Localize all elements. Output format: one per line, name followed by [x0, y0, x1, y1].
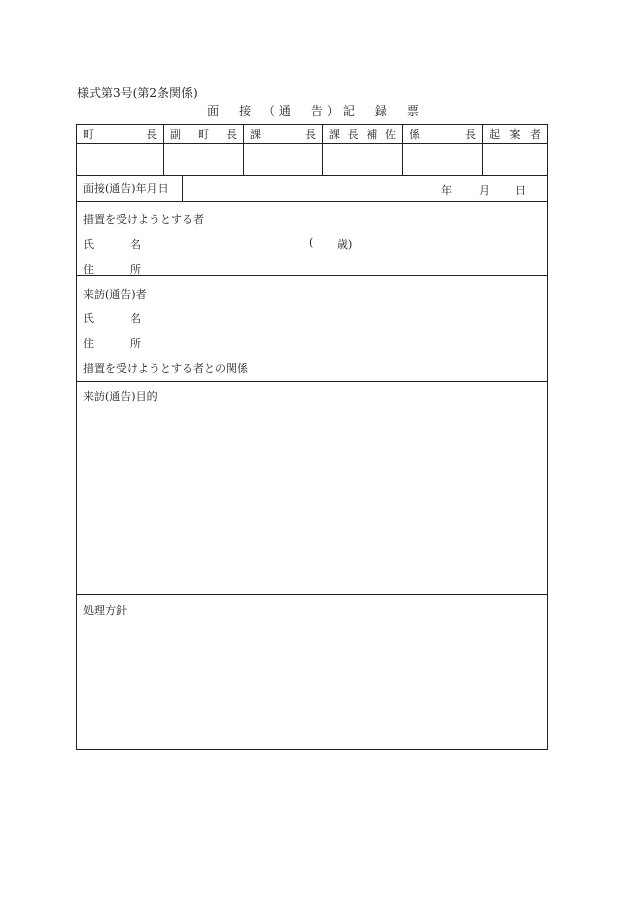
- role-assistant-section-chief: 課 長 補 佐: [323, 125, 403, 143]
- role-section-chief: 課 長: [244, 125, 323, 143]
- seal-box-drafter[interactable]: [483, 143, 547, 175]
- role-deputy-mayor: 副 町 長: [164, 125, 244, 143]
- age-open-paren: (: [309, 236, 314, 249]
- policy-section[interactable]: [77, 595, 547, 749]
- interview-date-row: [77, 175, 547, 202]
- visitor-address-field[interactable]: 住 所: [83, 337, 141, 350]
- visitor-heading: 来訪(通告)者: [83, 288, 147, 301]
- role-mayor: 町 長: [77, 125, 164, 143]
- seal-box-mayor[interactable]: [77, 143, 164, 175]
- interview-date-field[interactable]: [183, 175, 547, 201]
- role-unit-chief: 係 長: [403, 125, 483, 143]
- interview-date-label: 面接(通告)年月日: [77, 175, 183, 201]
- seal-box-assistant-section-chief[interactable]: [323, 143, 403, 175]
- purpose-heading: 来訪(通告)目的: [83, 390, 158, 403]
- role-drafter: 起 案 者: [489, 128, 541, 141]
- subject-section: [77, 201, 547, 276]
- subject-name-field[interactable]: 氏 名: [83, 238, 141, 251]
- policy-heading: 処理方針: [83, 604, 127, 617]
- seal-box-unit-chief[interactable]: [403, 143, 483, 175]
- visitor-name-field[interactable]: 氏 名: [83, 312, 141, 325]
- approval-seal-row: [77, 143, 547, 176]
- form-number: 様式第3号(第2条関係): [77, 86, 198, 100]
- subject-heading: 措置を受けようとする者: [83, 213, 204, 226]
- age-label: 歳): [337, 238, 353, 251]
- visitor-section: [77, 276, 547, 382]
- day-label: 日: [515, 184, 526, 197]
- purpose-section[interactable]: [77, 382, 547, 595]
- document-title: 面 接 （通 告）記 録 票: [207, 104, 423, 118]
- relation-label: 措置を受けようとする者との関係: [83, 362, 248, 375]
- seal-box-section-chief[interactable]: [244, 143, 323, 175]
- seal-box-deputy-mayor[interactable]: [164, 143, 244, 175]
- year-label: 年: [441, 184, 452, 197]
- record-form: [76, 124, 548, 750]
- approval-header-row: [77, 125, 547, 144]
- month-label: 月: [479, 184, 490, 197]
- subject-address-field[interactable]: 住 所: [83, 263, 141, 276]
